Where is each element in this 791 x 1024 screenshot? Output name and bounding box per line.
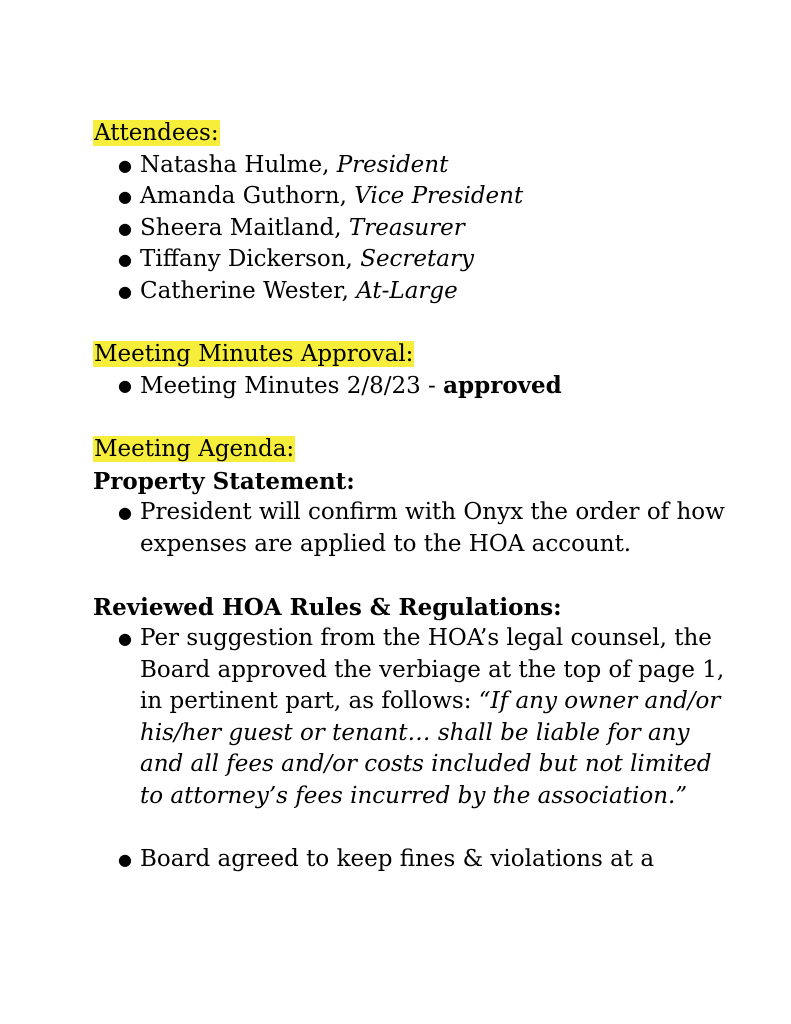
attendee-item bbox=[93, 181, 733, 213]
minutes-approval-list bbox=[93, 370, 733, 403]
bullet-icon: ● bbox=[118, 281, 132, 301]
bullet-icon: ● bbox=[118, 187, 132, 206]
bullet-icon: ● bbox=[118, 250, 132, 269]
attendee-item bbox=[93, 213, 733, 245]
attendee-name: Sheera Maitland, bbox=[140, 214, 342, 241]
minutes-approval-text: Meeting Minutes 2/8/23 - bbox=[140, 373, 436, 399]
attendees-heading: Attendees: bbox=[94, 120, 219, 146]
property-statement-text: President will confirm with Onyx the order of how expenses are applied to the HOA account. bbox=[140, 499, 725, 557]
property-statement-item bbox=[93, 497, 733, 560]
rules-list bbox=[93, 623, 733, 875]
attendee-name: Amanda Guthorn, bbox=[140, 183, 347, 209]
property-statement-heading: Property Statement: bbox=[93, 467, 355, 495]
attendee-name: Catherine Wester, bbox=[140, 277, 349, 304]
bullet-icon: ● bbox=[118, 218, 132, 238]
rules-heading: Reviewed HOA Rules & Regulations: bbox=[93, 593, 562, 621]
spacer bbox=[93, 560, 733, 592]
spacer bbox=[93, 403, 733, 435]
bullet-icon: ● bbox=[118, 376, 132, 395]
property-statement-list bbox=[93, 497, 733, 560]
attendee-role: Secretary bbox=[360, 246, 474, 272]
attendees-list bbox=[93, 150, 733, 308]
bullet-icon: ● bbox=[118, 629, 132, 648]
attendee-role: President bbox=[336, 151, 449, 178]
document-page bbox=[93, 118, 733, 875]
rules-item-text: Board agreed to keep fines & violations at a bbox=[140, 845, 655, 872]
minutes-approval-heading-line bbox=[93, 339, 733, 371]
agenda-heading: Meeting Agenda: bbox=[94, 436, 295, 462]
attendee-item bbox=[93, 276, 733, 308]
attendees-heading-line bbox=[93, 118, 733, 150]
attendee-role: Treasurer bbox=[348, 214, 465, 241]
attendee-role: At-Large bbox=[356, 277, 458, 304]
attendee-role: Vice President bbox=[354, 183, 524, 209]
attendee-item bbox=[93, 150, 733, 182]
spacer bbox=[93, 812, 733, 844]
attendee-name: Tiffany Dickerson, bbox=[140, 246, 353, 272]
minutes-approval-item bbox=[93, 370, 733, 403]
bullet-icon: ● bbox=[118, 849, 132, 869]
rules-item bbox=[93, 623, 733, 812]
spacer bbox=[93, 307, 733, 339]
attendee-item bbox=[93, 244, 733, 276]
agenda-heading-line bbox=[93, 434, 733, 466]
rules-item bbox=[93, 844, 733, 876]
minutes-approval-status: approved bbox=[443, 372, 562, 399]
rules-item-text: Per suggestion from the HOA’s legal counsel, the Board approved the verbiage at the top of page 1, in pertinent part, as follows: bbox=[140, 625, 725, 714]
rules-item-quote: “If any owner and/or his/her guest or tenant… shall be liable for any and all fees and/or costs included but not limited to attorney’s fees incurred by the association.” bbox=[140, 688, 721, 809]
minutes-approval-heading: Meeting Minutes Approval: bbox=[94, 340, 414, 367]
attendee-name: Natasha Hulme, bbox=[140, 151, 330, 178]
bullet-icon: ● bbox=[118, 155, 132, 175]
bullet-icon: ● bbox=[118, 503, 132, 522]
